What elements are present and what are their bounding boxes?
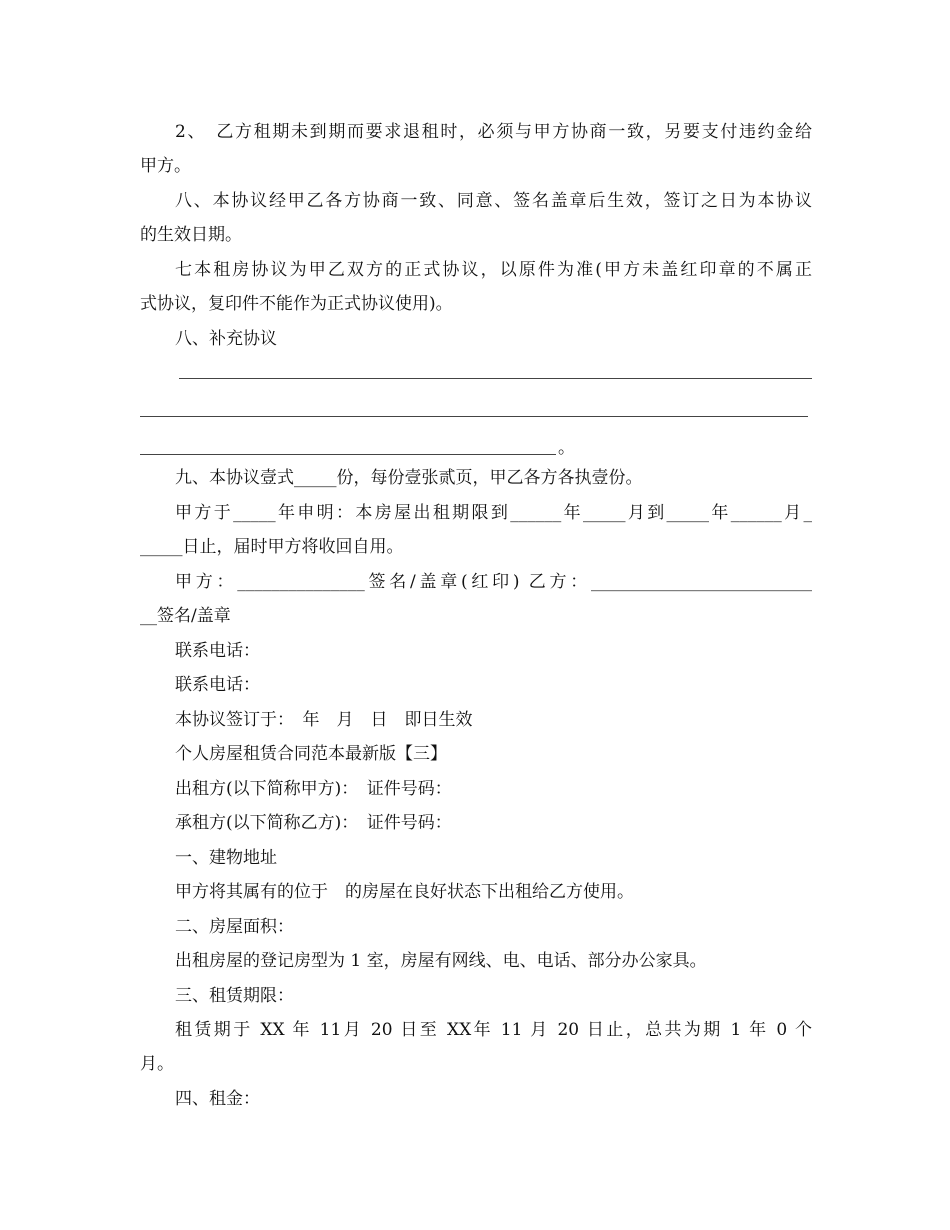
term-text: 租赁期于 XX 年 11月 20 日至 XX年 11 月 20 日止，总共为期 1 年 0 个 — [175, 1020, 812, 1040]
supplementary-heading: 八、补充协议 — [175, 329, 277, 349]
supplementary-end-mark: 。 — [558, 438, 575, 458]
supplementary-blank-line — [140, 454, 556, 455]
heading-rent: 四、租金： — [175, 1089, 260, 1109]
clause-original-cont: 式协议，复印件不能作为正式协议使用)。 — [140, 294, 453, 314]
contact-phone-a: 联系电话： — [175, 641, 260, 661]
clause-early-termination: 2、 乙方租期未到期而要求退租时，必须与甲方协商一致，另要支付违约金给 — [175, 122, 812, 142]
contact-phone-b: 联系电话： — [175, 675, 260, 695]
clause-lease-period: 甲方于_____年申明：本房屋出租期限到______年_____月到_____年______月_ — [175, 503, 812, 523]
term-text-cont: 月。 — [140, 1054, 174, 1074]
supplementary-blank-line — [179, 378, 812, 379]
signature-line: 甲方：_______________签名/盖章(红印) 乙方：__________________________ — [175, 572, 812, 592]
signing-date: 本协议签订于： 年 月 日 即日生效 — [175, 710, 473, 730]
address-text: 甲方将其属有的位于 的房屋在良好状态下出租给乙方使用。 — [175, 882, 634, 902]
heading-term: 三、租赁期限： — [175, 986, 294, 1006]
clause-early-termination-cont: 甲方。 — [140, 156, 191, 176]
clause-original: 七本租房协议为甲乙双方的正式协议，以原件为准(甲方未盖红印章的不属正 — [175, 260, 812, 280]
heading-address: 一、建物地址 — [175, 848, 277, 868]
lessee-line: 承租方(以下简称乙方)： 证件号码： — [175, 813, 452, 833]
section-title: 个人房屋租赁合同范本最新版【三】 — [175, 744, 447, 764]
signature-line-cont: __签名/盖章 — [140, 606, 231, 626]
area-text: 出租房屋的登记房型为 1 室，房屋有网线、电、电话、部分办公家具。 — [175, 951, 707, 971]
clause-lease-period-cont: _____日止，届时甲方将收回自用。 — [140, 537, 404, 557]
clause-effective: 八、本协议经甲乙各方协商一致、同意、签名盖章后生效，签订之日为本协议 — [175, 191, 812, 211]
heading-area: 二、房屋面积： — [175, 917, 294, 937]
clause-effective-cont: 的生效日期。 — [140, 225, 242, 245]
lessor-line: 出租方(以下简称甲方)： 证件号码： — [175, 779, 452, 799]
clause-copies: 九、本协议壹式_____份，每份壹张贰页，甲乙各方各执壹份。 — [175, 468, 643, 488]
supplementary-blank-line — [140, 416, 808, 417]
